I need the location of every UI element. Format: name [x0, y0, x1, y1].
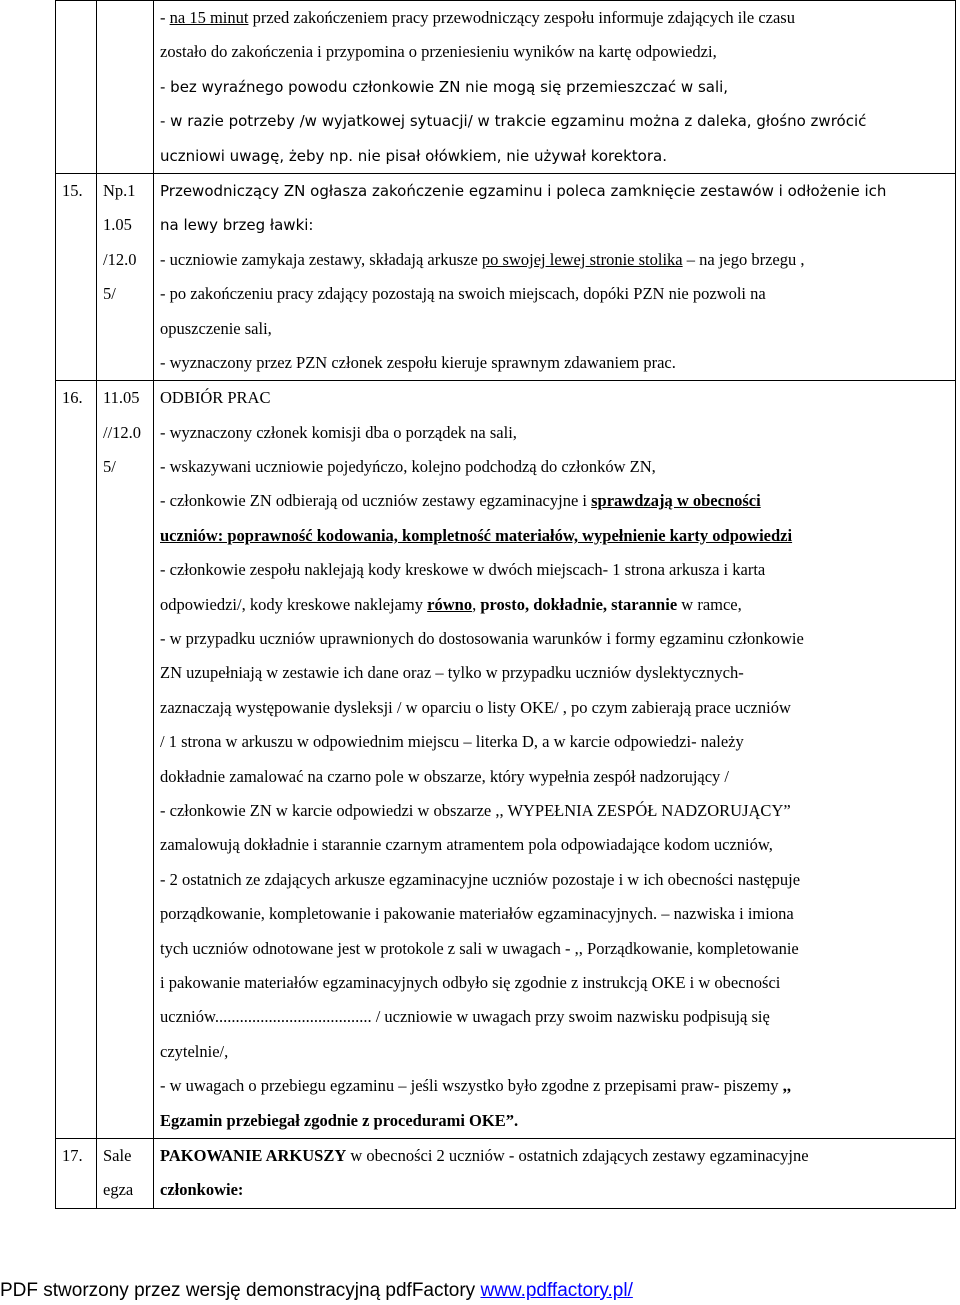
- text-segment: równo: [427, 594, 473, 614]
- content-line: [160, 312, 955, 346]
- row-date-line: //12.0: [103, 422, 142, 442]
- footer-text: PDF stworzony przez wersję demonstracyjną pdfFactory: [0, 1280, 481, 1301]
- content-line: [160, 1035, 955, 1069]
- row-date-line: 1.05: [103, 215, 132, 235]
- text-segment: zamalowują dokładnie i starannie czarnym atramentem pola odpowiadające kodom uczniów,: [160, 835, 773, 855]
- text-segment: sprawdzają w obecności: [591, 491, 761, 511]
- content-line: [160, 1173, 955, 1207]
- text-segment: na lewy brzeg ławki:: [160, 216, 314, 235]
- content-line: [160, 346, 955, 380]
- content-line: [160, 243, 955, 277]
- footer-link[interactable]: www.pdffactory.pl/: [480, 1280, 633, 1301]
- text-segment: prosto, dokładnie, starannie: [480, 594, 678, 614]
- text-segment: tych uczniów odnotowane jest w protokole z sali w uwagach - ,, Porządkowanie, kompletowanie: [160, 938, 799, 958]
- content-line: [160, 553, 955, 587]
- row-number: 16.: [62, 388, 83, 408]
- row-date-line: Sale: [103, 1145, 132, 1165]
- text-segment: porządkowanie, kompletowanie i pakowanie materiałów egzaminacyjnych. – nazwiska i imiona: [160, 904, 794, 924]
- row-number: 17.: [62, 1145, 83, 1165]
- content-line: [160, 484, 955, 518]
- content-line: [160, 760, 955, 794]
- table-row: [56, 1138, 956, 1208]
- content-line: [160, 1104, 955, 1138]
- content-line: [160, 622, 955, 656]
- row-date-line: 5/: [103, 284, 116, 304]
- content-line: [160, 70, 955, 104]
- row-date-line: 5/: [103, 457, 116, 477]
- content-line: [160, 174, 955, 208]
- row-content-cell: [154, 1, 956, 174]
- content-line: [160, 1069, 955, 1103]
- content-line: [160, 897, 955, 931]
- text-segment: -: [160, 8, 170, 27]
- table-row: [56, 1, 956, 174]
- content-line: [160, 416, 955, 450]
- text-segment: – na jego brzegu ,: [682, 249, 805, 269]
- text-segment: ZN uzupełniają w zestawie ich dane oraz – tylko w przypadku uczniów dyslektycznych-: [160, 663, 744, 683]
- text-segment: uczniowi uwagę, żeby np. nie pisał ołówkiem, nie używał korektora.: [160, 146, 667, 165]
- text-segment: - po zakończeniu pracy zdający pozostają na swoich miejscach, dopóki PZN nie pozwoli na: [160, 284, 766, 304]
- row-date-line: Np.1: [103, 180, 136, 200]
- row-date-cell: [97, 173, 154, 380]
- content-line: [160, 1139, 955, 1173]
- row-content-cell: [154, 1138, 956, 1208]
- content-line: [160, 794, 955, 828]
- content-line: [160, 966, 955, 1000]
- content-line: [160, 208, 955, 242]
- content-line: [160, 519, 955, 553]
- text-segment: w ramce,: [677, 594, 742, 614]
- content-line: [160, 828, 955, 862]
- row-number: [62, 1, 96, 35]
- row-content-cell: [154, 381, 956, 1139]
- text-segment: ,,: [782, 1076, 791, 1096]
- text-segment: ODBIÓR PRAC: [160, 388, 271, 408]
- text-segment: - w razie potrzeby /w wyjatkowej sytuacji/ w trakcie egzaminu można z daleka, głośno zwrócić: [160, 112, 867, 131]
- table-row: [56, 173, 956, 380]
- pdf-watermark-footer: [0, 1280, 960, 1302]
- row-date-cell: [97, 1, 154, 174]
- row-date-line: egza: [103, 1180, 134, 1200]
- content-line: [160, 104, 955, 138]
- content-line: [160, 1000, 955, 1034]
- row-date-line: /12.0: [103, 249, 137, 269]
- content-line: [160, 277, 955, 311]
- row-number-cell: [56, 1138, 97, 1208]
- content-line: [160, 863, 955, 897]
- text-segment: po swojej lewej stronie stolika: [481, 249, 683, 269]
- text-segment: członkowie:: [160, 1180, 244, 1200]
- row-date-line: 11.05: [103, 388, 140, 408]
- row-content-cell: [154, 173, 956, 380]
- content-line: [160, 450, 955, 484]
- text-segment: zostało do zakończenia i przypomina o przeniesieniu wyników na kartę odpowiedzi,: [160, 42, 717, 62]
- text-segment: uczniów...................................... / uczniowie w uwagach przy swoim nazwisku podpisują się: [160, 1007, 770, 1027]
- content-line: [160, 691, 955, 725]
- text-segment: dokładnie zamalować na czarno pole w obszarze, który wypełnia zespół nadzorujący /: [160, 766, 730, 786]
- text-segment: ,: [472, 594, 481, 614]
- text-segment: - członkowie ZN odbierają od uczniów zestawy egzaminacyjne i: [160, 491, 592, 511]
- content-line: [160, 725, 955, 759]
- row-date-cell: [97, 1138, 154, 1208]
- text-segment: PAKOWANIE ARKUSZY: [160, 1145, 347, 1165]
- text-segment: opuszczenie sali,: [160, 318, 272, 338]
- content-line: [160, 381, 955, 415]
- text-segment: - w przypadku uczniów uprawnionych do dostosowania warunków i formy egzaminu członkowie: [160, 629, 804, 649]
- row-number: 15.: [62, 180, 83, 200]
- text-segment: - wskazywani uczniowie pojedyńczo, kolejno podchodzą do członków ZN,: [160, 457, 656, 477]
- procedure-table: [55, 0, 956, 1209]
- text-segment: - uczniowie zamykaja zestawy, składają arkusze: [160, 249, 482, 269]
- row-number-cell: [56, 173, 97, 380]
- text-segment: - w uwagach o przebiegu egzaminu – jeśli wszystko było zgodne z przepisami praw- piszemy: [160, 1076, 783, 1096]
- text-segment: - bez wyraźnego powodu członkowie ZN nie mogą się przemieszczać w sali,: [160, 77, 729, 96]
- text-segment: i pakowanie materiałów egzaminacyjnych odbyło się zgodnie z instrukcją OKE i w obecności: [160, 972, 781, 992]
- content-line: [160, 139, 955, 173]
- content-line: [160, 932, 955, 966]
- text-segment: w obecności 2 uczniów - ostatnich zdających zestawy egzaminacyjne: [346, 1145, 809, 1165]
- table-row: [56, 381, 956, 1139]
- row-date-cell: [97, 381, 154, 1139]
- text-segment: - 2 ostatnich ze zdających arkusze egzaminacyjne uczniów pozostaje i w ich obecności następuje: [160, 869, 801, 889]
- row-number-cell: [56, 1, 97, 174]
- text-segment: uczniów: poprawność kodowania, kompletność materiałów, wypełnienie karty odpowiedzi: [160, 525, 793, 545]
- content-line: [160, 656, 955, 690]
- content-line: [160, 588, 955, 622]
- text-segment: Przewodniczący ZN ogłasza zakończenie egzaminu i poleca zamknięcie zestawów i odłożenie ich: [160, 181, 887, 200]
- text-segment: zaznaczają występowanie dysleksji / w oparciu o listy OKE/ , po czym zabierają prace uczniów: [160, 697, 791, 717]
- text-segment: - wyznaczony członek komisji dba o porządek na sali,: [160, 422, 517, 442]
- text-segment: / 1 strona w arkuszu w odpowiednim miejscu – literka D, a w karcie odpowiedzi- należy: [160, 732, 744, 752]
- content-line: [160, 35, 955, 69]
- text-segment: odpowiedzi/, kody kreskowe naklejamy: [160, 594, 428, 614]
- text-segment: - członkowie ZN w karcie odpowiedzi w obszarze ,, WYPEŁNIA ZESPÓŁ NADZORUJĄCY”: [160, 800, 791, 820]
- row-number-cell: [56, 381, 97, 1139]
- text-segment: przed zakończeniem pracy przewodniczący zespołu informuje zdających ile czasu: [248, 8, 795, 27]
- text-segment: - wyznaczony przez PZN członek zespołu kieruje sprawnym zdawaniem prac.: [160, 352, 676, 372]
- content-line: [160, 1, 955, 35]
- text-segment: - członkowie zespołu naklejają kody kreskowe w dwóch miejscach- 1 strona arkusza i karta: [160, 560, 766, 580]
- text-segment: na 15 minut: [169, 8, 249, 27]
- text-segment: Egzamin przebiegał zgodnie z procedurami OKE”.: [160, 1110, 519, 1130]
- text-segment: czytelnie/,: [160, 1041, 229, 1061]
